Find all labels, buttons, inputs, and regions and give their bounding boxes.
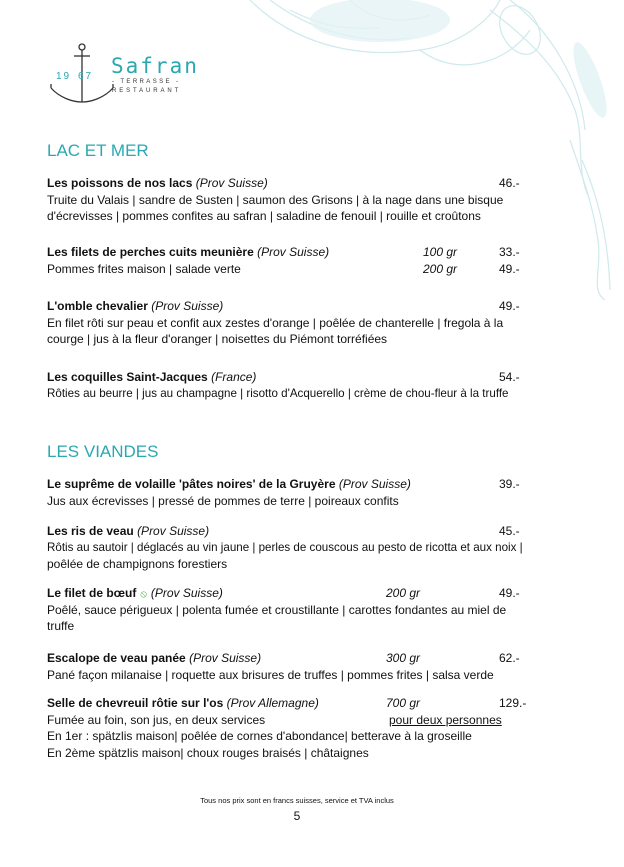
section-title-lac-et-mer: LAC ET MER bbox=[47, 141, 149, 160]
item-name: Les ris de veau bbox=[47, 524, 134, 538]
menu-item bbox=[47, 369, 577, 402]
item-description: Poêlé, sauce périgueux | polenta fumée et croustillante | carottes fondantes au miel de bbox=[47, 602, 507, 617]
item-price: 46.- bbox=[499, 176, 520, 190]
item-name: Le suprême de volaille 'pâtes noires' de la Gruyère bbox=[47, 477, 336, 491]
item-price: 33.- bbox=[499, 245, 520, 259]
brand-subtitle-restaurant: RESTAURANT bbox=[112, 88, 182, 94]
item-origin: (Prov Suisse) bbox=[137, 524, 210, 538]
item-description: truffe bbox=[47, 619, 75, 634]
item-origin: (Prov Suisse) bbox=[338, 477, 411, 491]
menu-item bbox=[47, 175, 577, 225]
item-price: 62.- bbox=[499, 651, 520, 665]
item-price: 49.- bbox=[499, 299, 520, 313]
item-origin: (Prov Suisse) bbox=[151, 299, 224, 313]
item-description: Pommes frites maison | salade verte bbox=[47, 261, 241, 276]
item-origin: (Prov Suisse) bbox=[189, 651, 262, 665]
item-price: 49.- bbox=[499, 586, 520, 600]
menu-item bbox=[47, 476, 577, 509]
brand-name: Safran bbox=[111, 54, 199, 78]
item-description: Fumée au foin, son jus, en deux services bbox=[47, 712, 266, 727]
item-origin: (Prov Suisse) bbox=[150, 586, 223, 600]
item-name: Escalope de veau panée bbox=[47, 651, 186, 665]
item-price: 129.- bbox=[499, 696, 527, 710]
item-origin: (Prov Suisse) bbox=[195, 176, 268, 190]
item-weight: 700 gr bbox=[386, 696, 421, 710]
item-description: Pané façon milanaise | roquette aux brisures de truffes | pommes frites | salsa verde bbox=[47, 667, 494, 682]
item-price: 39.- bbox=[499, 477, 520, 491]
item-description: poêlée de champignons forestiers bbox=[47, 557, 228, 572]
menu-item bbox=[47, 298, 577, 348]
page-number: 5 bbox=[293, 809, 301, 823]
item-description: Truite du Valais | sandre de Susten | saumon des Grisons | à la nage dans une bisque bbox=[47, 192, 504, 207]
item-origin: (France) bbox=[211, 370, 257, 384]
logo-year-left: 19 bbox=[56, 71, 72, 82]
item-weight: 200 gr bbox=[386, 586, 421, 600]
item-description: Rôties au beurre | jus au champagne | risotto d'Acquerello | crème de chou-fleur à la truffe bbox=[47, 386, 509, 400]
menu-item bbox=[47, 523, 577, 573]
item-price: 54.- bbox=[499, 370, 520, 384]
item-weight-2: 200 gr bbox=[423, 261, 458, 276]
serving-note: pour deux personnes bbox=[389, 712, 502, 727]
item-description: courge | jus à la fleur d'oranger | noisettes du Piémont torréfiées bbox=[47, 332, 388, 347]
item-description: d'écrevisses | pommes confites au safran | saladine de fenouil | rouille et croûtons bbox=[47, 209, 481, 224]
brand-subtitle-terrasse: - TERRASSE - bbox=[112, 79, 181, 85]
item-name: Les poissons de nos lacs bbox=[47, 176, 193, 190]
item-description: Rôtis au sautoir | déglacés au vin jaune | perles de couscous au pesto de ricotta et aux noix | bbox=[47, 540, 523, 554]
menu-item bbox=[47, 244, 577, 277]
item-origin: (Prov Allemagne) bbox=[226, 696, 319, 710]
menu-item bbox=[47, 695, 577, 761]
item-weight: 100 gr bbox=[423, 245, 458, 259]
section-title-les-viandes: LES VIANDES bbox=[47, 442, 159, 461]
item-origin: (Prov Suisse) bbox=[257, 245, 330, 259]
item-name: L'omble chevalier bbox=[47, 299, 148, 313]
item-description: En filet rôti sur peau et confit aux zestes d'orange | poêlée de chanterelle | fregola à la bbox=[47, 315, 504, 330]
item-name: Les coquilles Saint-Jacques bbox=[47, 370, 208, 384]
logo-year-right: 67 bbox=[78, 71, 94, 82]
item-name: Selle de chevreuil rôtie sur l'os bbox=[47, 696, 224, 710]
item-description: En 2ème spätzlis maison| choux rouges braisés | châtaignes bbox=[47, 745, 369, 760]
item-weight: 300 gr bbox=[386, 651, 421, 665]
price-footnote: Tous nos prix sont en francs suisses, service et TVA inclus bbox=[200, 796, 394, 805]
item-price-2: 49.- bbox=[499, 261, 520, 276]
item-description: En 1er : spätzlis maison| poêlée de cornes d'abondance| betterave à la groseille bbox=[47, 729, 472, 744]
item-description: Jus aux écrevisses | pressé de pommes de terre | poireaux confits bbox=[47, 493, 399, 508]
item-name: Le filet de bœuf bbox=[47, 586, 137, 600]
leaf-icon: ⦸ bbox=[140, 589, 147, 600]
menu-item bbox=[47, 650, 577, 683]
item-name: Les filets de perches cuits meunière bbox=[47, 245, 254, 259]
menu-item bbox=[47, 585, 577, 635]
item-price: 45.- bbox=[499, 524, 520, 538]
